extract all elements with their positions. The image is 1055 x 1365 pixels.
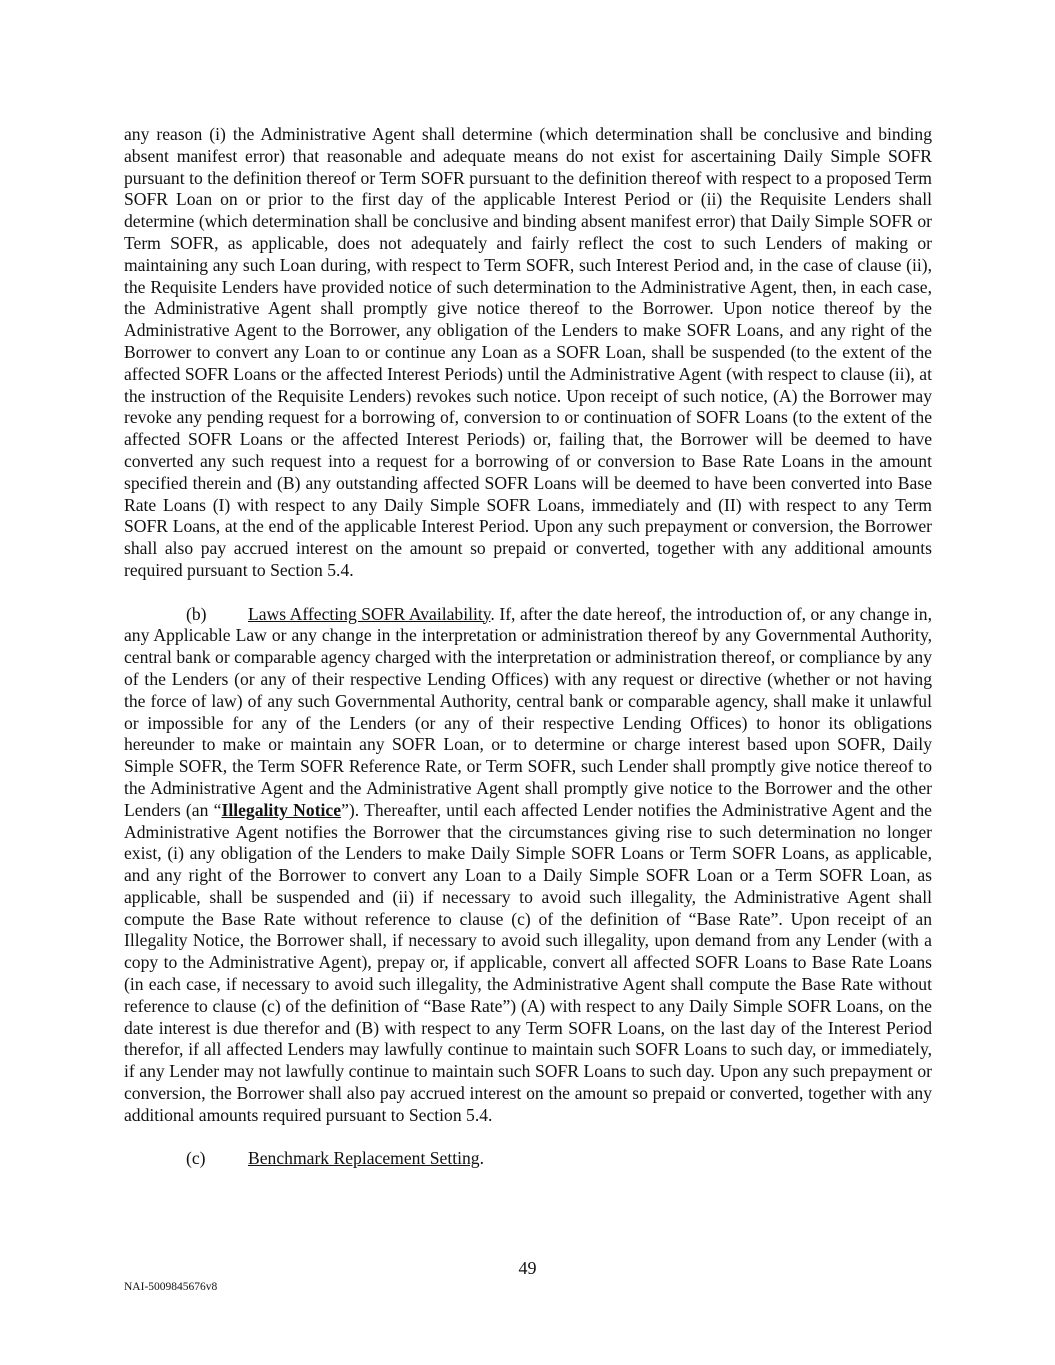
section-c-heading: Benchmark Replacement Setting (248, 1148, 480, 1169)
document-page-body (124, 124, 932, 1170)
section-c-heading-line (124, 1148, 932, 1170)
defined-term-illegality-notice: Illegality Notice (221, 799, 342, 820)
document-id-footer: NAI-5009845676v8 (124, 1281, 218, 1293)
section-b-marker: (b) (186, 603, 207, 624)
section-c-marker: (c) (186, 1148, 206, 1169)
continuation-paragraph: any reason (i) the Administrative Agent shall determine (which determination shall be conclusive and binding absent manifest error) that reasonable and adequate means do not exist for ascertaining Daily Simple SOFR pursuant to the definition thereof or Term SOFR pursuant to the definition thereof with respect to a proposed Term SOFR Loan on or prior to the first day of the applicable Interest Period or (ii) the Requisite Lenders shall determine (which determination shall be conclusive and binding absent manifest error) that Daily Simple SOFR or Term SOFR, as applicable, does not adequately and fairly reflect the cost to such Lenders of making or maintaining any such Loan during, with respect to Term SOFR, such Interest Period and, in the case of clause (ii), the Requisite Lenders have provided notice of such determination to the Administrative Agent, then, in each case, the Administrative Agent shall promptly give notice thereof to the Borrower. Upon notice thereof by the Administrative Agent to the Borrower, any obligation of the Lenders to make SOFR Loans, and any right of the Borrower to convert any Loan to or continue any Loan as a SOFR Loan, shall be suspended (to the extent of the affected SOFR Loans or the affected Interest Periods) until the Administrative Agent (with respect to clause (ii), at the instruction of the Requisite Lenders) revokes such notice. Upon receipt of such notice, (A) the Borrower may revoke any pending request for a borrowing of, conversion to or continuation of SOFR Loans (to the extent of the affected SOFR Loans or the affected Interest Periods) or, failing that, the Borrower will be deemed to have converted any such request into a request for a borrowing of or conversion to Base Rate Loans in the amount specified therein and (B) any outstanding affected SOFR Loans will be deemed to have been converted into Base Rate Loans (I) with respect to any Daily Simple SOFR Loans, immediately and (II) with respect to any Term SOFR Loans, at the end of the applicable Interest Period. Upon any such prepayment or conversion, the Borrower shall also pay accrued interest on the amount so prepaid or converted, together with any additional amounts required pursuant to Section 5.4. (124, 124, 932, 580)
section-b-heading: Laws Affecting SOFR Availability (248, 603, 491, 624)
page-number: 49 (518, 1258, 537, 1278)
section-b-paragraph (124, 604, 932, 1127)
section-b-text-part1: . If, after the date hereof, the introduction of, or any change in, any Applicable Law or any change in the interpretation or administration thereof by any Governmental Authority, central bank or comparable agency charged with the interpretation or administration thereof, or compliance by any of the Lenders (or any of their respective Lending Offices) with any request or directive (whether or not having the force of law) of any such Governmental Authority, central bank or comparable agency, shall make it unlawful or impossible for any of the Lenders (or any of their respective Lending Offices) to honor its obligations hereunder to make or maintain any SOFR Loan, or to determine or charge interest based upon SOFR, Daily Simple SOFR, the Term SOFR Reference Rate, or Term SOFR, such Lender shall promptly give notice thereof to the Administrative Agent and the Administrative Agent shall promptly give notice to the Borrower and the other Lenders (an “ (124, 603, 932, 820)
section-c-trailing-period: . (479, 1148, 484, 1169)
section-b-text-part2: ”). Thereafter, until each affected Lender notifies the Administrative Agent and the Administrative Agent notifies the Borrower that the circumstances giving rise to such determination no longer exist, (i) any obligation of the Lenders to make Daily Simple SOFR Loans or Term SOFR Loans, as applicable, and any right of the Borrower to convert any Loan to a Daily Simple SOFR Loan or a Term SOFR Loan, as applicable, shall be suspended and (ii) if necessary to avoid such illegality, the Administrative Agent shall compute the Base Rate without reference to clause (c) of the definition of “Base Rate”. Upon receipt of an Illegality Notice, the Borrower shall, if necessary to avoid such illegality, upon demand from any Lender (with a copy to the Administrative Agent), prepay or, if applicable, convert all affected SOFR Loans to Base Rate Loans (in each case, if necessary to avoid such illegality, the Administrative Agent shall compute the Base Rate without reference to clause (c) of the definition of “Base Rate”) (A) with respect to any Daily Simple SOFR Loans, on the date interest is due therefor and (B) with respect to any Term SOFR Loans, on the last day of the Interest Period therefor, if all affected Lenders may lawfully continue to maintain such SOFR Loans to such day, or immediately, if any Lender may not lawfully continue to maintain such SOFR Loans to such day. Upon any such prepayment or conversion, the Borrower shall also pay accrued interest on the amount so prepaid or converted, together with any additional amounts required pursuant to Section 5.4. (124, 799, 932, 1125)
